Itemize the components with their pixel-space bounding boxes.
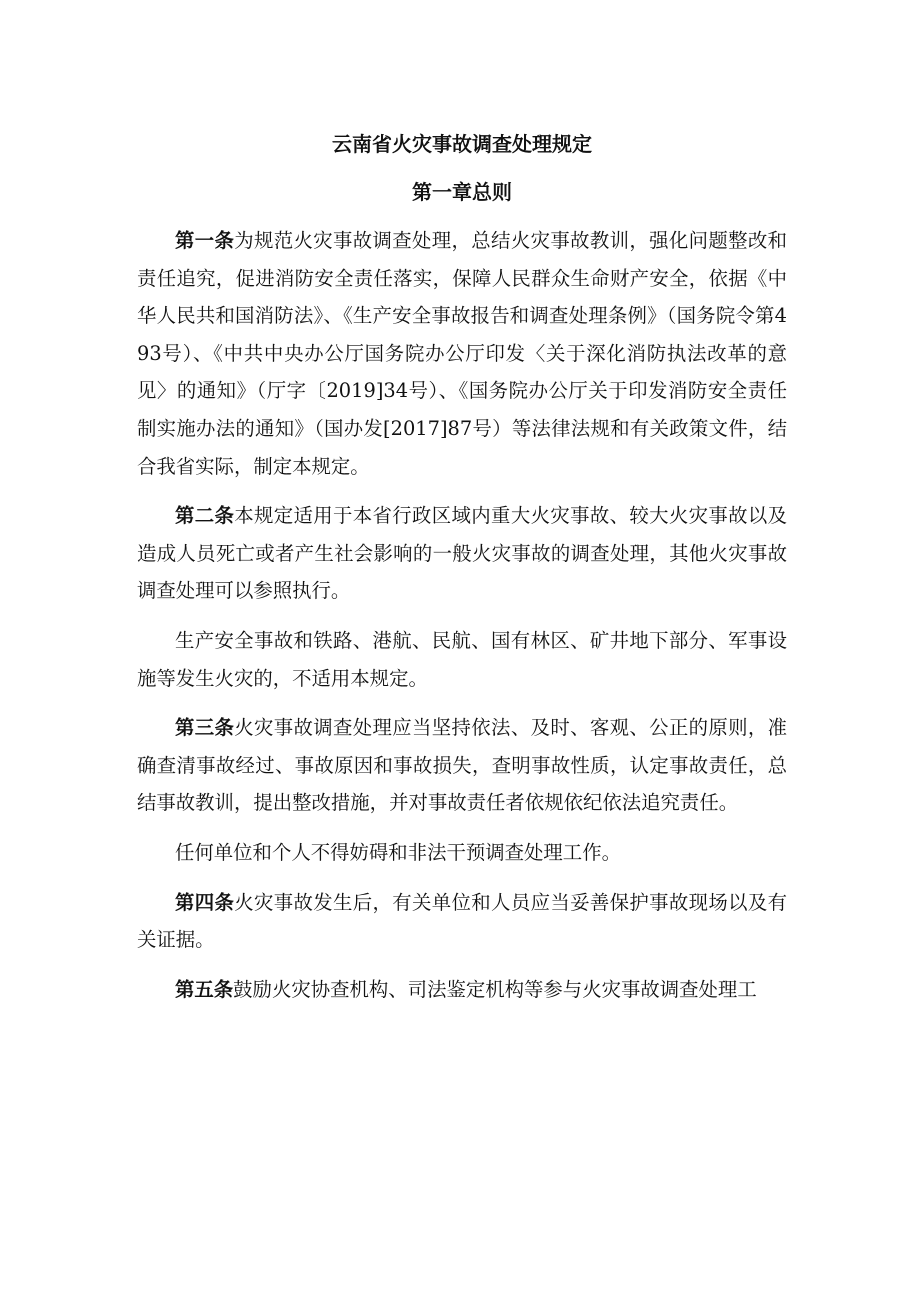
paragraph-article-4 — [137, 884, 787, 959]
article-text: 生产安全事故和铁路、港航、民航、国有林区、矿井地下部分、军事设施等发生火灾的，不适用本规定。 — [137, 628, 787, 690]
article-text: 任何单位和个人不得妨碍和非法干预调查处理工作。 — [175, 840, 621, 864]
article-text: 本规定适用于本省行政区域内重大火灾事故、较大火灾事故以及造成人员死亡或者产生社会影响的一般火灾事故的调查处理，其他火灾事故调查处理可以参照执行。 — [137, 504, 788, 603]
article-label: 第四条 — [175, 890, 235, 914]
article-label: 第二条 — [175, 504, 235, 528]
document-title: 云南省火灾事故调查处理规定 — [332, 132, 592, 156]
article-label: 第五条 — [175, 977, 234, 1001]
article-text: 火灾事故调查处理应当坚持依法、及时、客观、公正的原则，准确查清事故经过、事故原因和事故损失，查明事故性质，认定事故责任，总结事故教训，提出整改措施，并对事故责任者依规依纪依法追究责任。 — [137, 716, 788, 815]
article-label: 第一条 — [175, 229, 235, 252]
paragraph-article-3 — [137, 709, 787, 822]
paragraph-article-3-clause — [137, 834, 787, 872]
article-text: 火灾事故发生后，有关单位和人员应当妥善保护事故现场以及有关证据。 — [137, 890, 788, 952]
chapter-heading: 第一章总则 — [412, 180, 512, 204]
article-text: 为规范火灾事故调查处理，总结火灾事故教训，强化问题整改和责任追究，促进消防安全责任落实，保障人民群众生命财产安全，依据《中华人民共和国消防法》、《生产安全事故报告和调查处理条例》（国务院令第493号）、《中共中央办公厅国务院办公厅印发〈关于深化消防执法改革的意见〉的通知》（厅字〔2019]34号）、《国务院办公厅关于印发消防安全责任制实施办法的通知》（国办发[2017]87号）等法律法规和有关政策文件，结合我省实际，制定本规定。 — [137, 229, 788, 478]
article-text: 鼓励火灾协查机构、司法鉴定机构等参与火灾事故调查处理工 — [233, 977, 757, 1001]
document-body — [137, 128, 787, 1020]
paragraph-article-1 — [137, 222, 787, 485]
paragraph-article-5 — [137, 971, 787, 1009]
article-label: 第三条 — [175, 716, 235, 740]
paragraph-article-2 — [137, 497, 787, 610]
paragraph-article-2-clause — [137, 622, 787, 697]
